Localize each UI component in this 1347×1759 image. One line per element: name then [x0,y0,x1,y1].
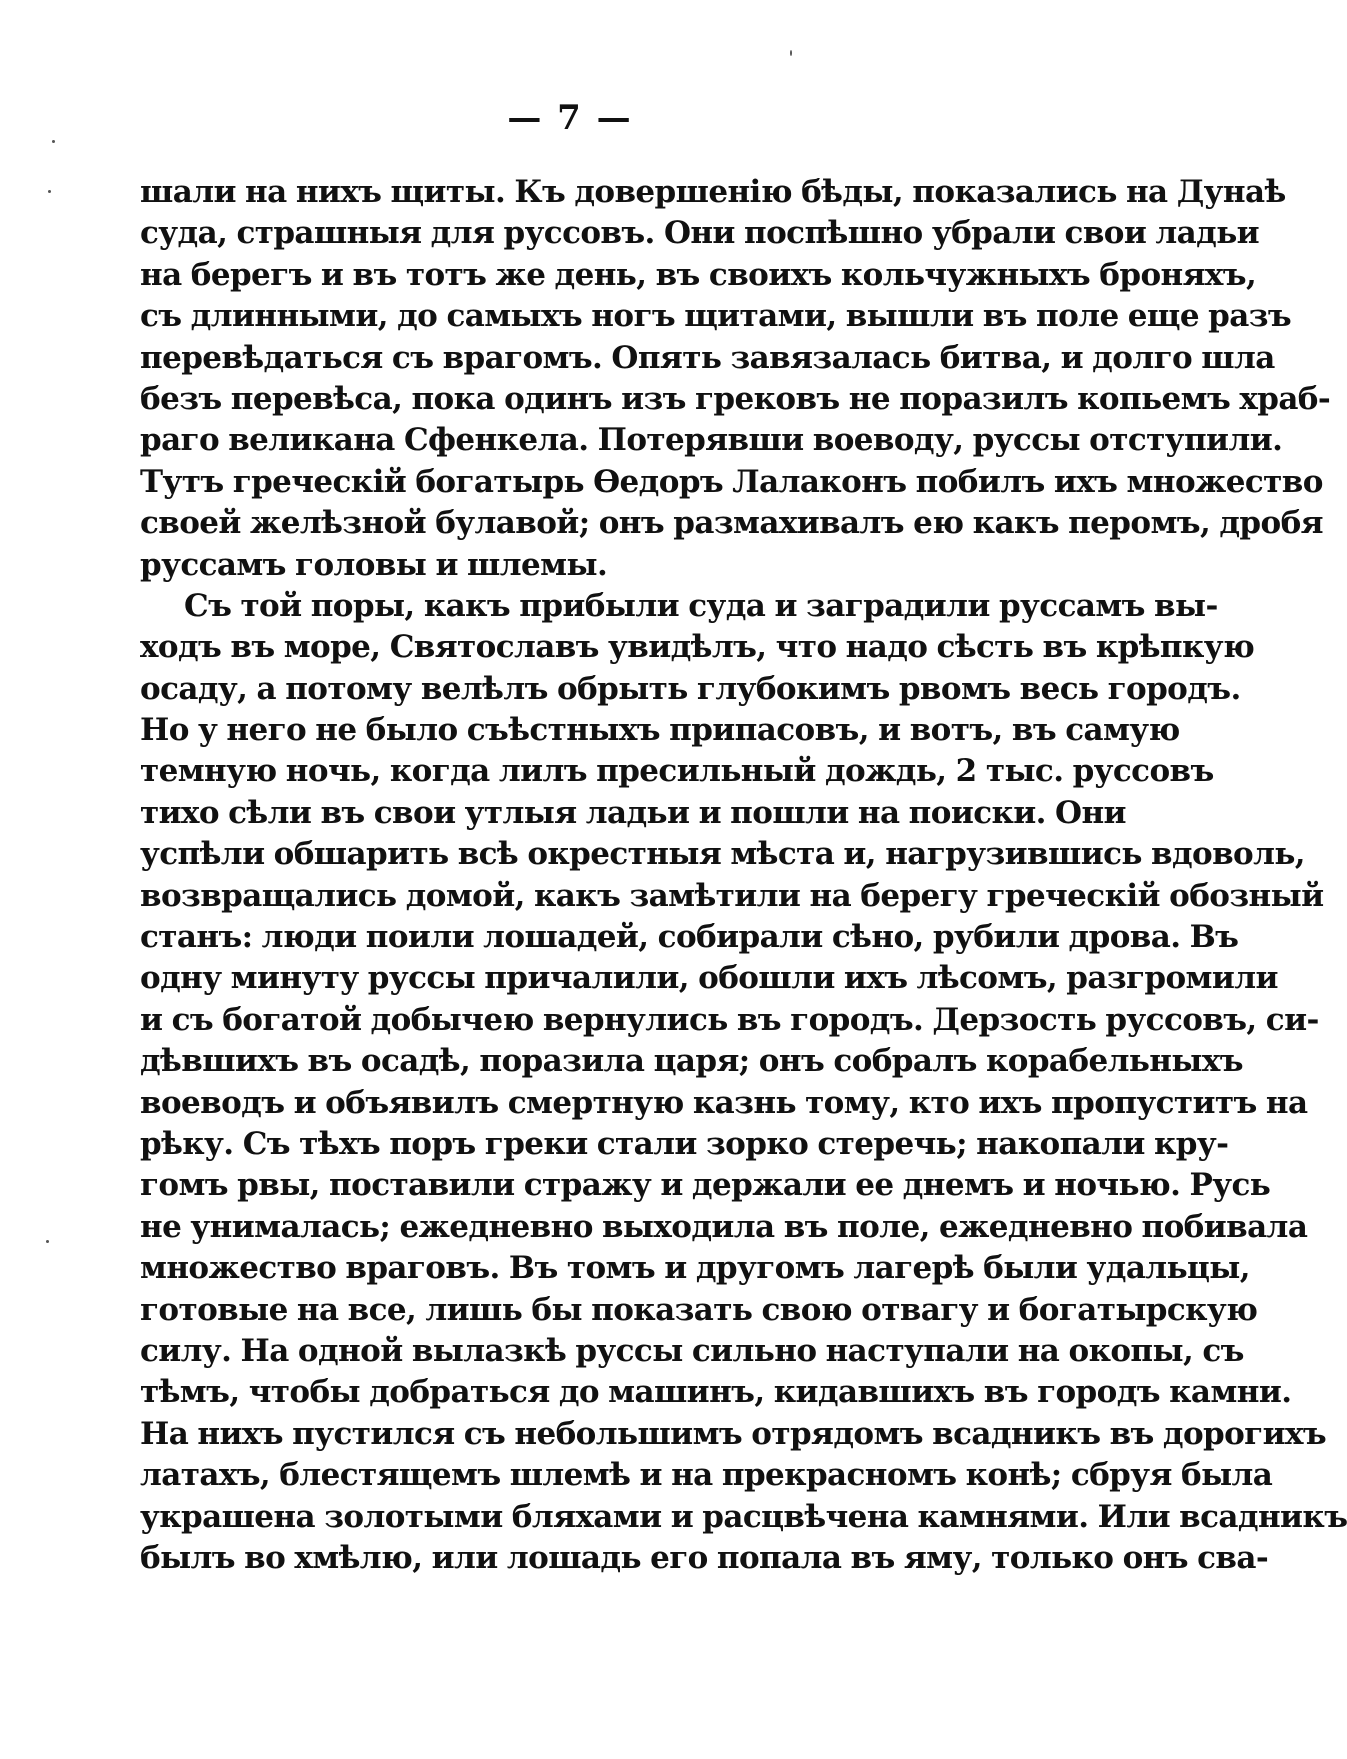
text-line: своей желѣзной булавой; онъ размахивалъ ею какъ перомъ, дробя [140,505,1323,542]
text-line: станъ: люди поили лошадей, собирали сѣно, рубили дрова. Въ [140,919,1239,956]
text-line: руссамъ головы и шлемы. [140,546,608,583]
text-line: Но у него не было съѣстныхъ припасовъ, и вотъ, въ самую [140,712,1180,749]
text-line: тихо сѣли въ свои утлыя ладьи и пошли на поиски. Они [140,794,1126,831]
text-line: готовые на все, лишь бы показать свою отвагу и богатырскую [140,1291,1258,1328]
text-line: тѣмъ, чтобы добраться до машинъ, кидавшихъ въ городъ камни. [140,1374,1292,1411]
text-line: гомъ рвы, поставили стражу и держали ее днемъ и ночью. Русь [140,1167,1271,1204]
text-line: перевѣдаться съ врагомъ. Опять завязалась битва, и долго шла [140,339,1275,376]
text-line: силу. На одной вылазкѣ руссы сильно наступали на окопы, съ [140,1332,1244,1369]
text-line: безъ перевѣса, пока одинъ изъ грековъ не поразилъ копьемъ храб- [140,380,1331,417]
page-number: — 7 — [507,98,633,138]
text-line: темную ночь, когда лилъ пресильный дождь, 2 тыс. руссовъ [140,753,1214,790]
text-line: раго великана Сфенкела. Потерявши воеводу, руссы отступили. [140,422,1283,459]
text-line: возвращались домой, какъ замѣтили на берегу греческій обозный [140,877,1324,914]
text-line: успѣли обшарить всѣ окрестныя мѣста и, нагрузившись вдоволь, [140,836,1306,873]
text-line: суда, страшныя для руссовъ. Они поспѣшно убрали свои ладьи [140,215,1260,252]
text-line: и съ богатой добычею вернулись въ городъ. Дерзость руссовъ, си- [140,1001,1319,1038]
text-line: На нихъ пустился съ небольшимъ отрядомъ всадникъ въ дорогихъ [140,1415,1327,1452]
text-line: осаду, а потому велѣлъ обрыть глубокимъ рвомъ весь городъ. [140,670,1241,707]
text-line: Тутъ греческій богатырь Ѳедоръ Лалаконъ побилъ ихъ множество [140,463,1323,500]
text-line: съ длинными, до самыхъ ногъ щитами, вышли въ поле еще разъ [140,298,1292,335]
text-line: дѣвшихъ въ осадѣ, поразила царя; онъ собралъ корабельныхъ [140,1043,1243,1080]
text-line: не унималась; ежедневно выходила въ поле, ежедневно побивала [140,1208,1308,1245]
scan-speck [790,50,792,56]
scan-speck [46,1240,49,1243]
scan-speck [48,190,51,193]
text-line: ходъ въ море, Святославъ увидѣлъ, что надо сѣсть въ крѣпкую [140,629,1255,666]
text-line: шали на нихъ щиты. Къ довершенію бѣды, показались на Дунаѣ [140,174,1286,210]
text-line: Съ той поры, какъ прибыли суда и заградили руссамъ вы- [184,587,1218,624]
text-line: на берегъ и въ тотъ же день, въ своихъ кольчужныхъ броняхъ, [140,256,1257,293]
text-line: одну минуту руссы причалили, обошли ихъ лѣсомъ, разгромили [140,960,1278,997]
body-text [140,172,1347,1579]
text-line: латахъ, блестящемъ шлемѣ и на прекрасномъ конѣ; сбруя была [140,1457,1273,1494]
text-line: рѣку. Съ тѣхъ поръ греки стали зорко стеречь; накопали кру- [140,1125,1229,1162]
text-line: былъ во хмѣлю, или лошадь его попала въ яму, только онъ сва- [140,1539,1269,1576]
text-line: множество враговъ. Въ томъ и другомъ лагерѣ были удальцы, [140,1250,1250,1287]
scan-speck [52,140,55,143]
text-line: воеводъ и объявилъ смертную казнь тому, кто ихъ пропуститъ на [140,1084,1308,1121]
text-line: украшена золотыми бляхами и расцвѣчена камнями. Или всадникъ [140,1498,1347,1535]
